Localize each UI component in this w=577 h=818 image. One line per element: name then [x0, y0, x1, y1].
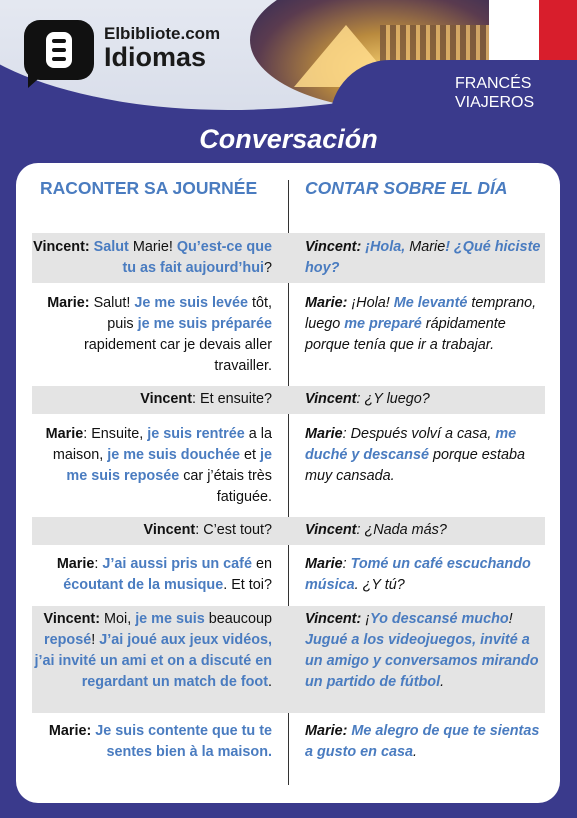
dialogue-row [32, 718, 545, 766]
speaker-name: Vincent [305, 522, 357, 538]
dialogue-text: ! [91, 632, 100, 648]
dialogue-text: car j’étais très fatiguée. [179, 468, 272, 505]
dialogue-text: je me suis [135, 611, 205, 627]
dialogue-text: je me suis préparée [137, 316, 272, 332]
dialogue-text: porque estaba muy cansada. [305, 447, 525, 484]
category-ribbon [330, 60, 577, 118]
spanish-line [305, 520, 541, 541]
header-banner [0, 0, 577, 118]
dialogue-text: Moi, [104, 611, 136, 627]
speaker-name: Vincent: [305, 239, 366, 255]
french-line [32, 424, 272, 508]
french-line [32, 237, 272, 279]
dialogue-text: Marie [409, 239, 446, 255]
spanish-line [305, 609, 541, 693]
dialogue-row [32, 290, 545, 378]
page-title: Conversación [199, 124, 378, 154]
dialogue-text: écoutant de la musique [63, 577, 224, 593]
speaker-name: Vincent [143, 522, 196, 538]
dialogue-text: ! [508, 611, 513, 627]
column-header-french: RACONTER SA JOURNÉE [40, 178, 258, 198]
dialogue-text: je suis rentrée [147, 426, 245, 442]
spanish-line [305, 721, 541, 763]
speaker-name: Marie [56, 556, 95, 572]
dialogue-text: tôt, puis [107, 295, 272, 332]
dialogue-row [32, 517, 545, 545]
dialogue-text: Tomé un café escuchando música [305, 556, 531, 593]
dialogue-text: : ¿Nada más? [356, 522, 447, 538]
dialogue-text: Salut! [93, 295, 135, 311]
dialogue-text: me preparé [344, 316, 422, 332]
spanish-line [305, 389, 541, 410]
spanish-line [305, 424, 541, 487]
dialogue-text: ? [263, 260, 272, 276]
dialogue-text: ¡ [365, 611, 371, 627]
dialogue-text: : Et ensuite? [192, 391, 272, 407]
dialogue-text: . Et toi? [223, 577, 272, 593]
dialogue-text: Marie! [128, 239, 177, 255]
french-line [32, 520, 272, 541]
dialogue-text: Me alegro de que te sientas a gusto en casa [305, 723, 540, 760]
speaker-name: Marie: [48, 723, 96, 739]
logo-icon [24, 20, 94, 80]
dialogue-text: : Ensuite, [83, 426, 148, 442]
dialogue-row [32, 233, 545, 283]
dialogue-row [32, 422, 545, 510]
dialogue-text: Je suis contente que tu te sentes bien à la maison. [95, 723, 272, 760]
french-line [32, 554, 272, 596]
dialogue-text: rápidamente porque tenía que ir a trabajar. [305, 316, 506, 353]
french-line [32, 293, 272, 377]
speaker-name: Vincent [305, 391, 357, 407]
speaker-name: Vincent: [43, 611, 104, 627]
dialogue-text: en [251, 556, 272, 572]
dialogue-text: a la maison, [52, 426, 272, 463]
spanish-line [305, 554, 541, 596]
spanish-line [305, 293, 541, 356]
dialogue-text: rapidement car je devais aller travailler. [84, 337, 272, 374]
dialogue-text: : Después volví a casa, [342, 426, 496, 442]
dialogue-row [32, 552, 545, 598]
speaker-name: Marie [45, 426, 84, 442]
speaker-name: Marie: [305, 295, 352, 311]
dialogue-text: : [342, 556, 351, 572]
speaker-name: Vincent: [305, 611, 366, 627]
dialogue-text: temprano, luego [305, 295, 537, 332]
dialogue-text: Salut [93, 239, 129, 255]
spanish-line [305, 237, 541, 279]
dialogue-text: J’ai joué aux jeux vidéos, j’ai invité un ami et on a discuté en regardant un match de foot [34, 632, 272, 690]
dialogue-text: Me levanté [393, 295, 468, 311]
speaker-name: Vincent [140, 391, 192, 407]
french-line [32, 609, 272, 693]
speaker-name: Marie: [47, 295, 94, 311]
dialogue-text: reposé [44, 632, 92, 648]
dialogue-text: Je me suis levée [134, 295, 248, 311]
speaker-name: Vincent: [33, 239, 94, 255]
dialogue-text: . ¿Y tú? [354, 577, 405, 593]
dialogue-row [32, 386, 545, 414]
french-line [32, 389, 272, 410]
dialogue-text: Jugué a los videojuegos, invité a un amigo y conversamos mirando un partido de fútbol [305, 632, 539, 690]
dialogue-text: ¡Hola! [351, 295, 394, 311]
dialogue-text: . [268, 674, 272, 690]
dialogue-text: beaucoup [204, 611, 272, 627]
dialogue-text: : [94, 556, 103, 572]
dialogue-text: je me suis douchée [107, 447, 240, 463]
speaker-name: Marie [305, 556, 343, 572]
dialogue-text: : C’est tout? [195, 522, 272, 538]
dialogue-text: : ¿Y luego? [356, 391, 430, 407]
speaker-name: Marie [305, 426, 343, 442]
category-label: FRANCÉS VIAJEROS [455, 75, 535, 111]
dialogue-text: . [440, 674, 445, 690]
dialogue-text: me duché y descansé [305, 426, 517, 463]
dialogue-text: ! ¿Qué hiciste hoy? [305, 239, 541, 276]
dialogue-text: . [412, 744, 417, 760]
brand-site: Elbibliote.com [104, 24, 221, 43]
dialogue-text: Qu’est-ce que tu as fait aujourd’hui [122, 239, 272, 276]
dialogue-text: Yo descansé mucho [370, 611, 509, 627]
dialogue-text: J’ai aussi pris un café [102, 556, 252, 572]
brand-name: Idiomas [104, 42, 207, 72]
dialogue-text: ¡Hola, [365, 239, 410, 255]
column-header-spanish: CONTAR SOBRE EL DÍA [305, 178, 508, 198]
dialogue-text: je me suis reposée [66, 447, 272, 484]
french-line [32, 721, 272, 763]
dialogue-text: et [239, 447, 260, 463]
dialogue-row [32, 606, 545, 713]
speaker-name: Marie: [305, 723, 352, 739]
